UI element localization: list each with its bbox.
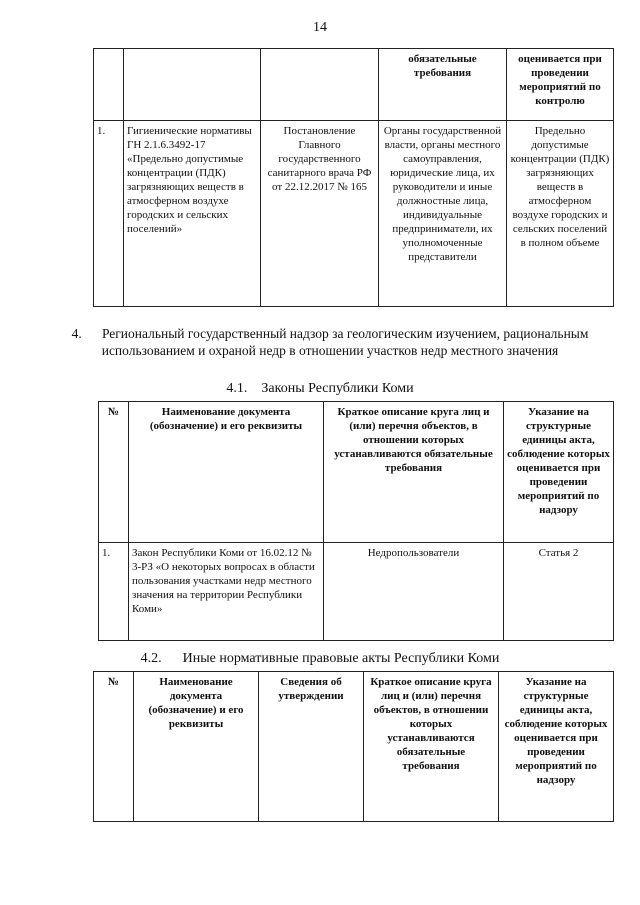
section-4-number: 4. (71, 326, 82, 341)
row-number: 1. (99, 543, 129, 641)
header-subjects: Краткое описание круга лиц и (или) перечня объектов, в отношении которых устанавливаются обязательные требования (324, 402, 504, 543)
table-row (99, 543, 614, 641)
table-header-row (99, 402, 614, 543)
header-number: № (99, 402, 129, 543)
table-other-acts (93, 671, 614, 822)
row-document: Гигиенические нормативы ГН 2.1.6.3492-17 «Предельно допустимые концентрации (ПДК) загрязняющих веществ в атмосферном воздухе городских и сельских поселений» (124, 121, 261, 307)
row-units: Статья 2 (504, 543, 614, 641)
row-subjects: Органы государственной власти, органы местного самоуправления, юридические лица, их руководители и иные должностные лица, индивидуальные предприниматели, их уполномоченные представители (379, 121, 507, 307)
header-required: обязательные требования (379, 49, 507, 121)
section-4-1-title (0, 381, 640, 397)
row-units: Предельно допустимые концентрации (ПДК) загрязняющих веществ в атмосферном воздухе городских и сельских поселений в полном объеме (507, 121, 614, 307)
header-assessed: оценивается при проведении мероприятий по контролю (507, 49, 614, 121)
header-cell-empty (261, 49, 379, 121)
row-approval: Постановление Главного государственного санитарного врача РФ от 22.12.2017 № 165 (261, 121, 379, 307)
header-number: № (94, 672, 134, 822)
header-subjects: Краткое описание круга лиц и (или) перечня объектов, в отношении которых устанавливаются обязательные требования (364, 672, 499, 822)
row-document: Закон Республики Коми от 16.02.12 № 3-РЗ «О некоторых вопросах в области пользования участками недр местного значения на территории Республики Коми» (129, 543, 324, 641)
header-units: Указание на структурные единицы акта, соблюдение которых оценивается при проведении мероприятий по надзору (504, 402, 614, 543)
header-cell-empty (94, 49, 124, 121)
table-hygienic-norms (93, 48, 614, 307)
table-header-row (94, 672, 614, 822)
table-komi-laws (98, 401, 614, 641)
header-document: Наименование документа (обозначение) и его реквизиты (134, 672, 259, 822)
section-4-2-number: 4.2. (140, 651, 162, 666)
section-4-text: Региональный государственный надзор за геологическим изучением, рациональным использованием и охраной недр в отношении участков недр местного значения (101, 326, 589, 358)
section-4-title (60, 325, 600, 359)
header-units: Указание на структурные единицы акта, соблюдение которых оценивается при проведении мероприятий по надзору (499, 672, 614, 822)
section-4-2-text: Иные нормативные правовые акты Республики Коми (182, 651, 500, 666)
section-4-1-text: Законы Республики Коми (261, 381, 414, 396)
header-cell-empty (124, 49, 261, 121)
table-row (94, 121, 614, 307)
row-subjects: Недропользователи (324, 543, 504, 641)
header-approval: Сведения об утверждении (259, 672, 364, 822)
table-header-row (94, 49, 614, 121)
header-document: Наименование документа (обозначение) и его реквизиты (129, 402, 324, 543)
page-number: 14 (313, 20, 327, 35)
section-4-2-title (0, 651, 640, 667)
section-4-1-number: 4.1. (226, 381, 248, 396)
row-number: 1. (94, 121, 124, 307)
